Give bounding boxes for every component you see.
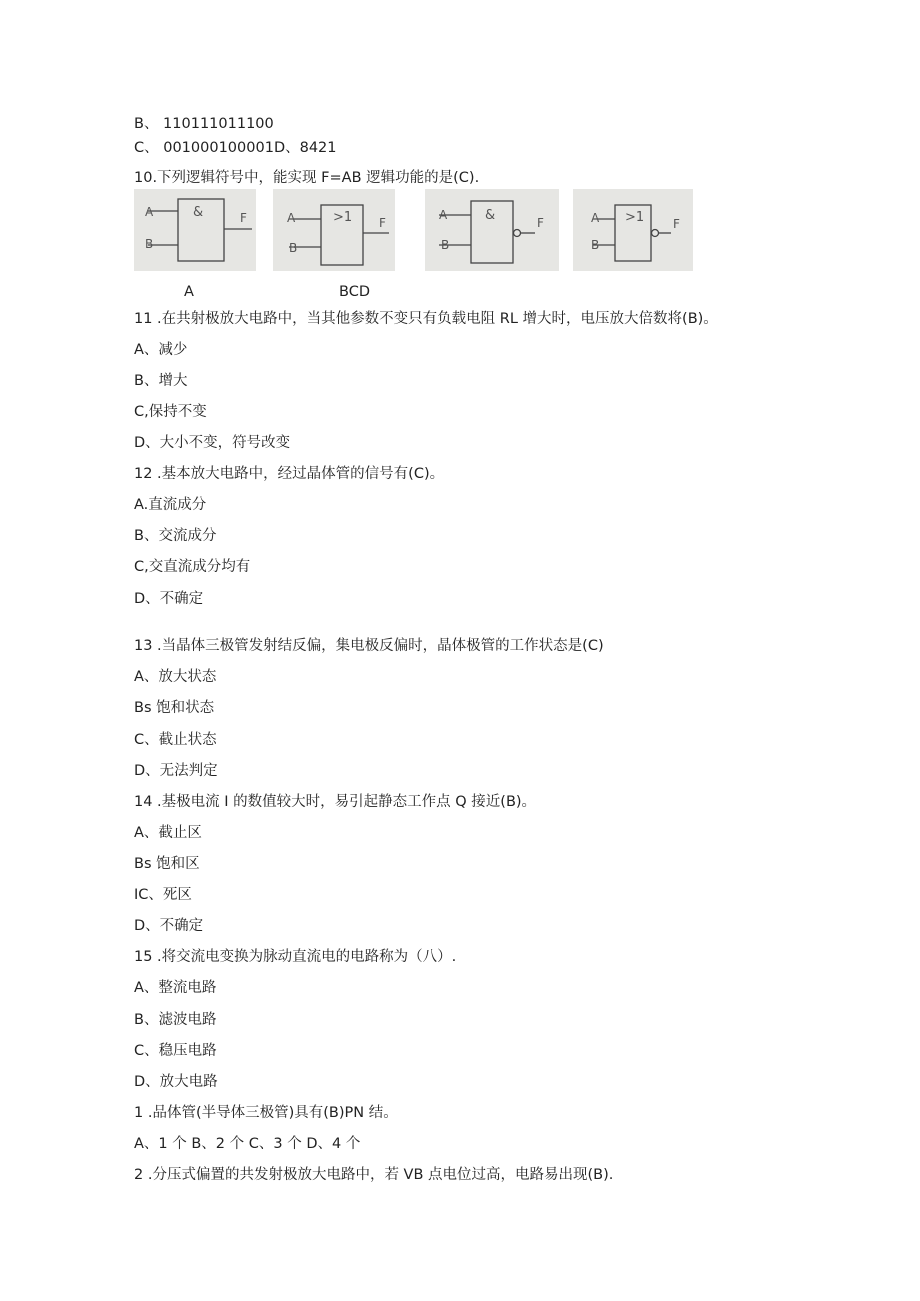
option-12-d: D、不确定 — [134, 591, 204, 607]
caption-bcd: BCD — [339, 284, 370, 300]
option-14-a: A、截止区 — [134, 825, 202, 841]
question-2: 2 .分压式偏置的共发射极放大电路中，若 VB 点电位过高，电路易出现(B). — [134, 1167, 614, 1183]
question-11: 11 .在共射极放大电路中，当其他参数不变只有负载电阻 RL 增大时，电压放大倍数将(B)。 — [134, 311, 718, 327]
caption-a: A — [184, 284, 194, 300]
gate-c-input-b: B — [441, 238, 450, 252]
gate-d-symbol: >1 — [625, 210, 645, 225]
option-13-b: Bs 饱和状态 — [134, 700, 215, 716]
question-14: 14 .基极电流 I 的数值较大时，易引起静态工作点 Q 接近(B)。 — [134, 794, 537, 810]
option-12-c: C,交直流成分均有 — [134, 559, 251, 575]
gate-b-input-a: A — [287, 211, 296, 225]
gate-image-b — [273, 189, 395, 271]
line-c-option: C、 001000100001D、8421 — [134, 140, 337, 156]
gate-image-a — [134, 189, 256, 271]
option-11-b: B、增大 — [134, 373, 188, 389]
option-13-d: D、无法判定 — [134, 763, 218, 779]
line-b-option: B、 110111011100 — [134, 116, 274, 132]
option-15-d: D、放大电路 — [134, 1074, 218, 1090]
option-11-c: C,保持不变 — [134, 404, 207, 420]
question-12: 12 .基本放大电路中，经过晶体管的信号有(C)。 — [134, 466, 445, 482]
gate-d-input-b: B — [591, 238, 600, 252]
gate-a-symbol: & — [193, 205, 204, 220]
option-14-c: IC、死区 — [134, 887, 192, 903]
gate-a-output: F — [240, 211, 247, 225]
question-15: 15 .将交流电变换为脉动直流电的电路称为（八）. — [134, 949, 457, 965]
gate-a-input-b: B — [145, 237, 154, 251]
option-14-b: Bs 饱和区 — [134, 856, 200, 872]
option-12-b: B、交流成分 — [134, 528, 217, 544]
gate-b-symbol: >1 — [333, 210, 353, 225]
gate-d-output: F — [673, 217, 680, 231]
option-14-d: D、不确定 — [134, 918, 204, 934]
gate-b-output: F — [379, 216, 386, 230]
option-1-all: A、1 个 B、2 个 C、3 个 D、4 个 — [134, 1136, 361, 1152]
gate-image-c — [425, 189, 559, 271]
gate-b-input-b: B — [289, 241, 298, 255]
option-12-a: A.直流成分 — [134, 497, 207, 513]
gate-c-output: F — [537, 216, 544, 230]
option-15-a: A、整流电路 — [134, 980, 217, 996]
option-11-d: D、大小不变，符号改变 — [134, 435, 291, 451]
option-13-c: C、截止状态 — [134, 732, 217, 748]
gate-d-input-a: A — [591, 211, 600, 225]
option-11-a: A、减少 — [134, 342, 188, 358]
option-15-c: C、稳压电路 — [134, 1043, 217, 1059]
question-13: 13 .当晶体三极管发射结反偏，集电极反偏时，晶体极管的工作状态是(C) — [134, 638, 604, 654]
question-10: 10.下列逻辑符号中，能实现 F=AB 逻辑功能的是(C). — [134, 170, 480, 186]
gate-image-d — [573, 189, 693, 271]
gate-c-symbol: & — [485, 208, 496, 223]
question-1: 1 .品体管(半导体三极管)具有(B)PN 结。 — [134, 1105, 398, 1121]
gate-a-input-a: A — [145, 205, 154, 219]
gate-c-input-a: A — [439, 208, 448, 222]
option-15-b: B、滤波电路 — [134, 1012, 217, 1028]
option-13-a: A、放大状态 — [134, 669, 217, 685]
